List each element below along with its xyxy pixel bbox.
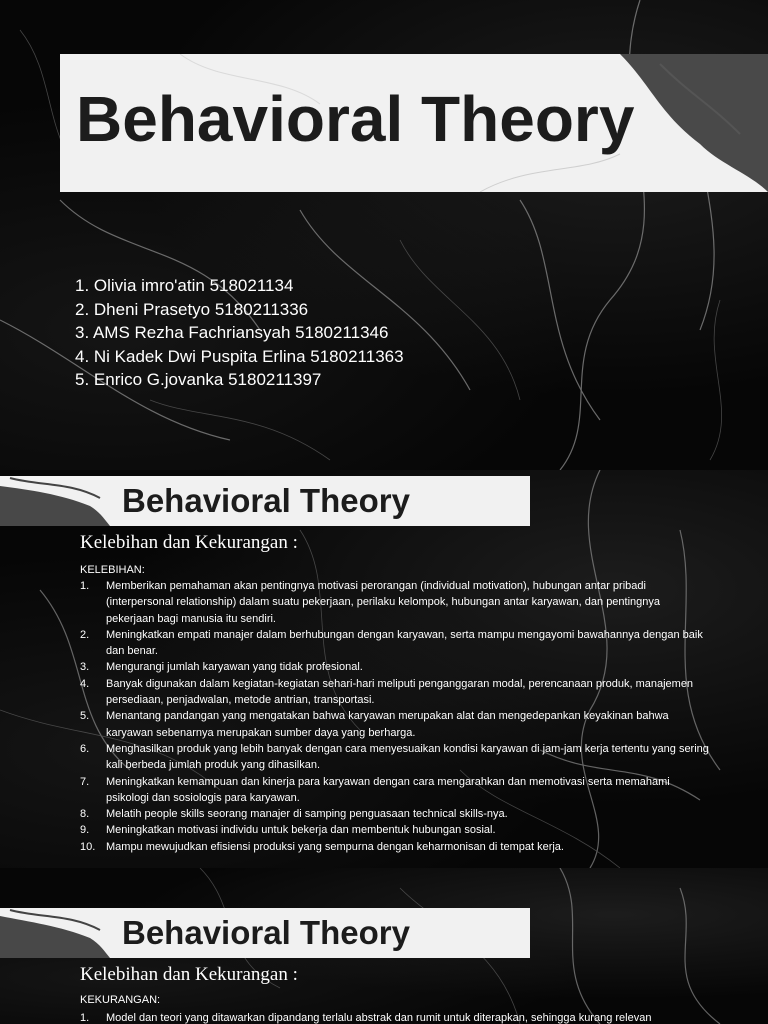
slide-2 xyxy=(0,470,768,868)
title-banner xyxy=(0,908,530,958)
title-banner xyxy=(0,476,530,526)
list-item: 1. Memberikan pemahaman akan pentingnya motivasi perorangan (individual motivation), hubungan antar pribadi (interpersonal relationship) dalam suatu pekerjaan, perilaku kelompok, hubungan antar karyawan, dan pentingnya pekerjaan bagi manusia itu sendiri. xyxy=(80,580,661,625)
list-item: 4. Banyak digunakan dalam kegiatan-kegiatan sehari-hari meliputi penganggaran modal, perencanaan produk, manajemen persediaan, penjadwalan, metode antrian, transportasi. xyxy=(80,677,694,707)
section-label: KEKURANGAN: xyxy=(80,994,161,1006)
list-item: 2. Dheni Prasetyo 5180211336 xyxy=(75,299,309,319)
list-item: 5. Menantang pandangan yang mengatakan bahwa karyawan merupakan alat dan mengedepankan keyakinan bahwa karyawan sebenarnya merupakan sumber daya yang berharga. xyxy=(80,710,669,739)
member-list xyxy=(75,274,404,392)
slide-3 xyxy=(0,868,768,1024)
advantages-list xyxy=(80,578,710,855)
list-item: 6. Menghasilkan produk yang lebih banyak dengan cara menyesuaikan kondisi karyawan di jam-jam kerja tertentu yang sering kali berbeda jumlah produk yang dihasilkan. xyxy=(80,742,709,772)
list-item: 1. Olivia imro'atin 518021134 xyxy=(75,276,294,295)
list-item: 7. Meningkatkan kemampuan dan kinerja para karyawan dengan cara mengarahkan dan memotivasi serta memahami psikologi dan sosiologis para karyawan. xyxy=(80,775,670,804)
slide-title: Behavioral Theory xyxy=(122,482,410,519)
section-subtitle: Kelebihan dan Kekurangan : xyxy=(80,964,298,985)
list-item: 9. Meningkatkan motivasi individu untuk bekerja dan membentuk hubungan sosial. xyxy=(80,824,496,837)
list-item: 2. Meningkatkan empati manajer dalam berhubungan dengan karyawan, serta mampu mengayomi bawahannya dengan baik dan benar. xyxy=(80,628,703,658)
list-item: 4. Ni Kadek Dwi Puspita Erlina 5180211363 xyxy=(75,346,404,366)
section-subtitle: Kelebihan dan Kekurangan : xyxy=(80,532,298,553)
list-item: 3. AMS Rezha Fachriansyah 5180211346 xyxy=(75,323,389,342)
list-item: 8. Melatih people skills seorang manajer di samping penguasaan technical skills-nya. xyxy=(80,808,508,821)
title-banner xyxy=(60,54,768,192)
slide-title: Behavioral Theory xyxy=(76,83,635,155)
list-item: 5. Enrico G.jovanka 5180211397 xyxy=(75,370,322,389)
list-item: 3. Mengurangi jumlah karyawan yang tidak profesional. xyxy=(80,661,363,674)
list-item: 10. Mampu mewujudkan efisiensi produksi yang sempurna dengan keharmonisan di tempat kerja. xyxy=(80,840,564,853)
section-label: KELEBIHAN: xyxy=(80,564,145,576)
list-item: 1. Model dan teori yang ditawarkan dipandang terlalu abstrak dan rumit untuk diterapkan, sehingga kurang relevan xyxy=(80,1012,652,1024)
disadvantages-list xyxy=(80,1010,710,1024)
slide-1 xyxy=(0,0,768,470)
slide-title: Behavioral Theory xyxy=(122,914,410,951)
